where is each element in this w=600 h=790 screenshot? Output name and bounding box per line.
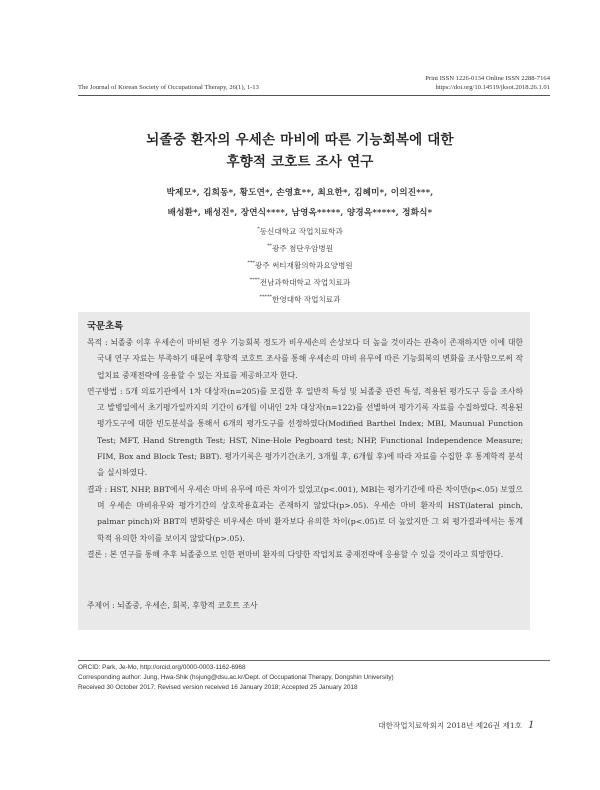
affiliation-mark: **** <box>249 277 260 283</box>
abstract-conclusion: 결론 : 본 연구를 통해 추후 뇌졸중으로 인한 편마비 환자의 다양한 작업치료 중재전략에 응용할 수 있을 것이라고 희망한다. <box>87 549 504 559</box>
affiliation-4 <box>0 277 600 288</box>
affiliation-mark: * <box>257 226 260 232</box>
affiliation-text: 광주 첨단우암병원 <box>271 244 334 253</box>
footnotes <box>78 663 394 693</box>
paper-title-line-1: 뇌졸중 환자의 우세손 마비에 따른 기능회복에 대한 <box>146 132 454 148</box>
affiliation-text: 동신대학교 작업치료학과 <box>259 227 343 236</box>
affiliation-2 <box>0 243 600 254</box>
corresponding-author-note: Corresponding author: Jung, Hwa-Shik (hsjung@dsu.ac.kr/Dept. of Occupational Therapy, Dongshin University) <box>78 674 394 681</box>
received-dates-note: Received 30 October 2017; Revised version received 16 January 2018; Accepted 25 January 2018 <box>78 684 358 691</box>
issn-doi <box>425 74 550 92</box>
abstract-heading: 국문초록 <box>87 321 124 332</box>
journal-footer: 대한작업치료학회지 2018년 제26권 제1호 <box>378 721 522 730</box>
authors-line-2: 배성환*, 배성진*, 장연식****, 남영옥*****, 양경옥*****, 정화식* <box>167 208 433 218</box>
affiliation-3 <box>0 260 600 271</box>
affiliation-text: 광주 써티재활의학과요양병원 <box>254 261 353 270</box>
abstract-body <box>87 335 523 563</box>
affiliation-1 <box>0 226 600 237</box>
footnote-rule <box>78 660 550 661</box>
paper-title-line-2: 후향적 코호트 조사 연구 <box>226 154 374 170</box>
issn-line: Print ISSN 1226-0134 Online ISSN 2288-7164 <box>425 75 550 82</box>
header-rule <box>78 95 550 96</box>
page-number: 1 <box>528 717 534 731</box>
abstract-methods: 연구방법 : 5개 의료기관에서 1차 대상자(n=205)를 모집한 후 일반적 특성 및 뇌졸중 관련 특성, 적용된 평가도구 등을 조사하고 발병일에서 초기평가일까지의 기간이 6개월 이내인 2차 대상자(n=122)를 선별하여 평가기록 자료를 수집하였다. 적용된 평가도구에 대한 빈도분석을 통해서 6개의 평가도구를 선정하였다(Modified Barthel Index; MBI, Maunual Function Test; MFT, Hand Strength Test; HST, Nine-Hole Pegboard test; NHP, Functional Independence Measure; FIM, Box and Block Test; BBT). 평가기록은 평가기간(초기, 3개월 후, 6개월 후)에 따라 자료를 수집한 후 통계학적 분석을 실시하였다. <box>87 386 523 478</box>
journal-citation: The Journal of Korean Society of Occupational Therapy, 26(1), 1-13 <box>78 84 259 91</box>
affiliation-text: 한영대학 작업치료과 <box>272 295 341 304</box>
affiliation-5 <box>0 294 600 305</box>
affiliation-mark: ** <box>266 243 272 249</box>
doi-line: https://doi.org/10.14519/jksot.2018.26.1.01 <box>435 84 550 91</box>
affiliation-mark: ***** <box>259 294 273 300</box>
keywords: 주제어 : 뇌졸중, 우세손, 회복, 후향적 코호트 조사 <box>87 601 258 610</box>
abstract-results: 결과 : HST, NHP, BBT에서 우세손 마비 유무에 따른 차이가 있었고(p<.001), MBI는 평가기간에 따른 차이만(p<.05) 보였으며 우세손 마비유무와 평가기간의 상호작용효과는 존재하지 않았다(p>.05). 우세손 마비 환자의 HST(lateral pinch, palmar pinch)와 BBT의 변화량은 비우세손 마비 환자보다 유의한 차이(p<.05)로 더 높았지만 그 외 평가결과에서는 통계학적 유의한 차이를 보이지 않았다(p>.05). <box>87 484 523 543</box>
affiliation-mark: *** <box>247 260 255 266</box>
abstract-purpose: 목적 : 뇌졸중 이후 우세손이 마비된 경우 기능회복 정도가 비우세손의 손상보다 더 높을 것이라는 관측이 존재하지만 이에 대한 국내 연구 자료는 부족하기 때문에 후향적 코호트 조사를 통해 우세손의 마비 유무에 따른 기능회복의 변화를 조사함으로써 작업치료 중재전략에 응용할 수 있는 자료를 제공하고자 한다. <box>87 338 523 380</box>
orcid-note: ORCID: Park, Je-Mo, http://orcid.org/0000-0003-1162-6968 <box>78 664 246 671</box>
authors-line-1: 박제모*, 김희동*, 황도연*, 손영효**, 최요한*, 김혜미*, 이의진***, <box>166 188 434 198</box>
affiliation-text: 전남과학대학교 작업치료과 <box>259 278 351 287</box>
